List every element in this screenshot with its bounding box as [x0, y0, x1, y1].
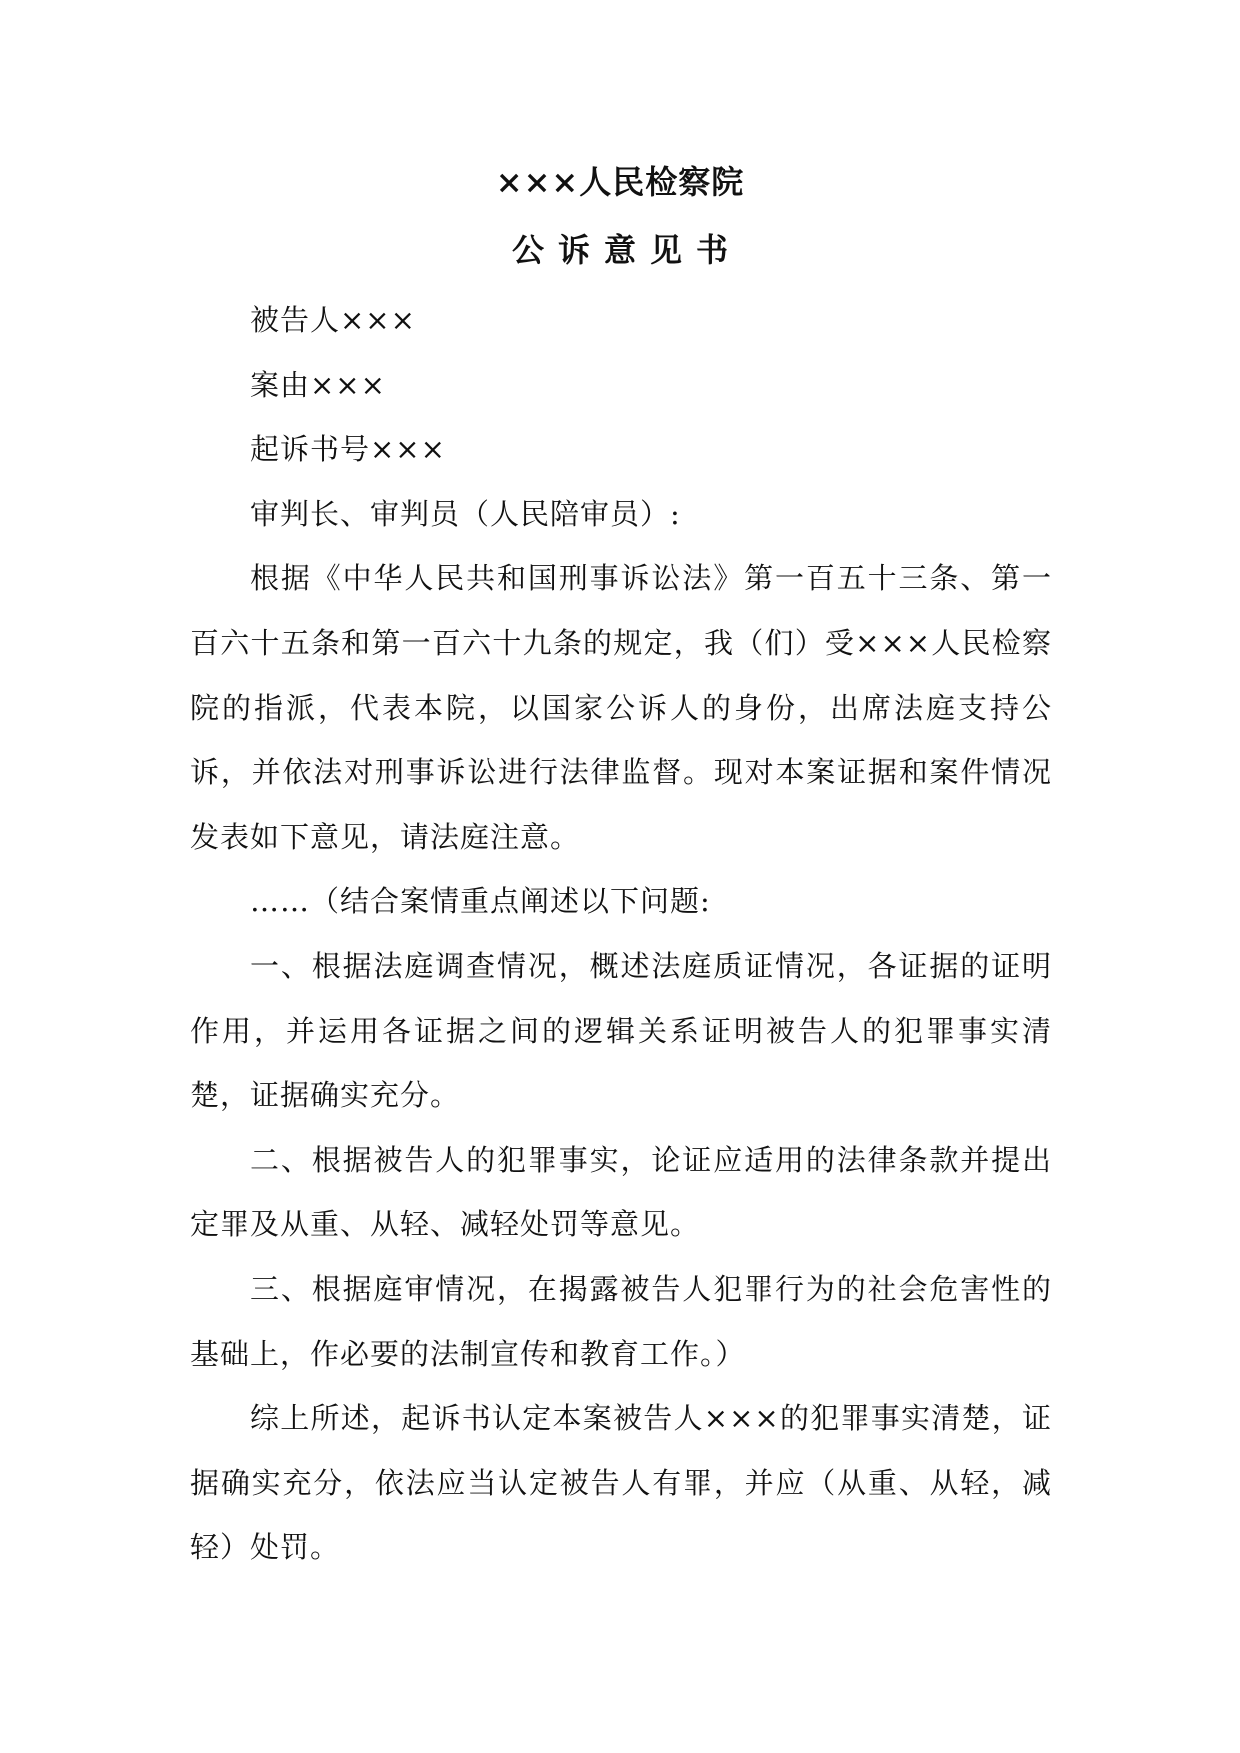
conclusion-paragraph: 综上所述，起诉书认定本案被告人×××的犯罪事实清楚，证据确实充分，依法应当认定被告人有罪，并应（从重、从轻，减轻）处罚。: [190, 1401, 1052, 1565]
issue-two-paragraph: 二、根据被告人的犯罪事实，论证应适用的法律条款并提出定罪及从重、从轻、减轻处罚等意见。: [190, 1142, 1052, 1242]
document-body: [190, 288, 1052, 1580]
issue-one-paragraph: 一、根据法庭调查情况，概述法庭质证情况，各证据的证明作用，并运用各证据之间的逻辑关系证明被告人的犯罪事实清楚，证据确实充分。: [190, 948, 1052, 1113]
issue-three-paragraph: 三、根据庭审情况，在揭露被告人犯罪行为的社会危害性的基础上，作必要的法制宣传和教育工作。）: [190, 1271, 1052, 1371]
case-cause-line: 案由×××: [250, 367, 386, 402]
salutation-line: 审判长、审判员（人民陪审员）:: [250, 496, 681, 531]
document-title: 公诉意见书: [511, 231, 742, 269]
defendant-line: 被告人×××: [250, 303, 416, 337]
indictment-number-line: 起诉书号×××: [250, 432, 446, 467]
organization-title: ×××人民检察院: [495, 163, 745, 201]
key-issues-intro: ……（结合案情重点阐述以下问题:: [250, 884, 711, 919]
legal-basis-paragraph: 根据《中华人民共和国刑事诉讼法》第一百五十三条、第一百六十五条和第一百六十九条的规定，我（们）受×××人民检察院的指派，代表本院，以国家公诉人的身份，出席法庭支持公诉，并依法对刑事诉讼进行法律监督。现对本案证据和案件情况发表如下意见，请法庭注意。: [190, 561, 1052, 854]
